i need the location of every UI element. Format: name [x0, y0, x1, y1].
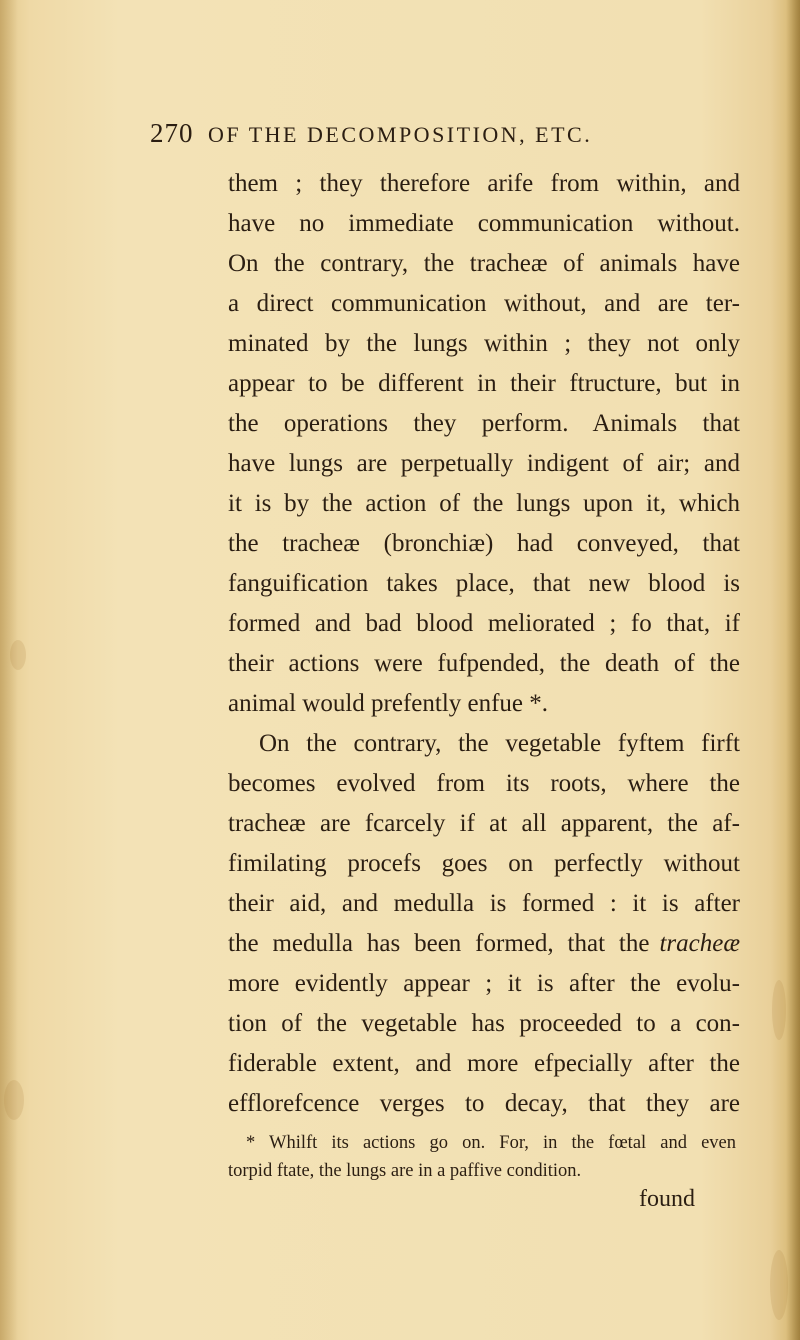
italic-word: tracheæ — [659, 930, 740, 957]
foxing-spot — [10, 640, 26, 670]
text-line: efflorefcence verges to decay, that they are — [228, 1090, 740, 1117]
text-line-with-italic — [228, 924, 740, 964]
footnote-line: torpid ftate, the lungs are in a paffive condition. — [228, 1161, 582, 1181]
text-line: have lungs are perpetually indigent of air; and — [228, 450, 740, 477]
foxing-spot — [4, 1080, 24, 1120]
text-line: animal would prefently enfue *. — [228, 690, 549, 717]
text-line: the medulla has been formed, that the — [228, 930, 650, 957]
text-line: minated by the lungs within ; they not only — [228, 330, 740, 357]
running-header — [150, 118, 710, 152]
text-line: the operations they perform. Animals that — [228, 410, 740, 437]
text-line: a direct communication without, and are ter- — [228, 290, 740, 317]
running-title: OF THE DECOMPOSITION, ETC. — [208, 122, 593, 147]
page-number: 270 — [150, 118, 194, 148]
text-line: tracheæ are fcarcely if at all apparent, the af- — [228, 810, 740, 837]
text-line: fimilating procefs goes on perfectly without — [228, 850, 740, 877]
text-line: tion of the vegetable has proceeded to a con- — [228, 1010, 740, 1037]
text-line: more evidently appear ; it is after the evolu- — [228, 970, 740, 997]
text-line: becomes evolved from its roots, where the — [228, 770, 740, 797]
text-line: On the contrary, the tracheæ of animals have — [228, 250, 740, 277]
text-line: formed and bad blood meliorated ; fo that, if — [228, 610, 740, 637]
catchword: found — [639, 1186, 695, 1212]
text-line: their actions were fufpended, the death of the — [228, 650, 740, 677]
foxing-spot — [772, 980, 786, 1040]
foxing-spot — [770, 1250, 788, 1320]
text-line: have no immediate communication without. — [228, 210, 740, 237]
page-edge-shadow — [786, 0, 800, 1340]
footnote-line: * Whilft its actions go on. For, in the fœtal and even — [246, 1133, 736, 1153]
text-line: fiderable extent, and more efpecially after the — [228, 1050, 740, 1077]
page-gutter-shadow — [0, 0, 18, 1340]
text-line: them ; they therefore arife from within, and — [228, 170, 740, 197]
text-line: On the contrary, the vegetable fyftem firft — [259, 730, 740, 757]
text-line: the tracheæ (bronchiæ) had conveyed, that — [228, 530, 740, 557]
text-line: it is by the action of the lungs upon it, which — [228, 490, 740, 517]
text-line: their aid, and medulla is formed : it is after — [228, 890, 740, 917]
text-line: fanguification takes place, that new blood is — [228, 570, 740, 597]
text-line: appear to be different in their ftructure, but in — [228, 370, 740, 397]
